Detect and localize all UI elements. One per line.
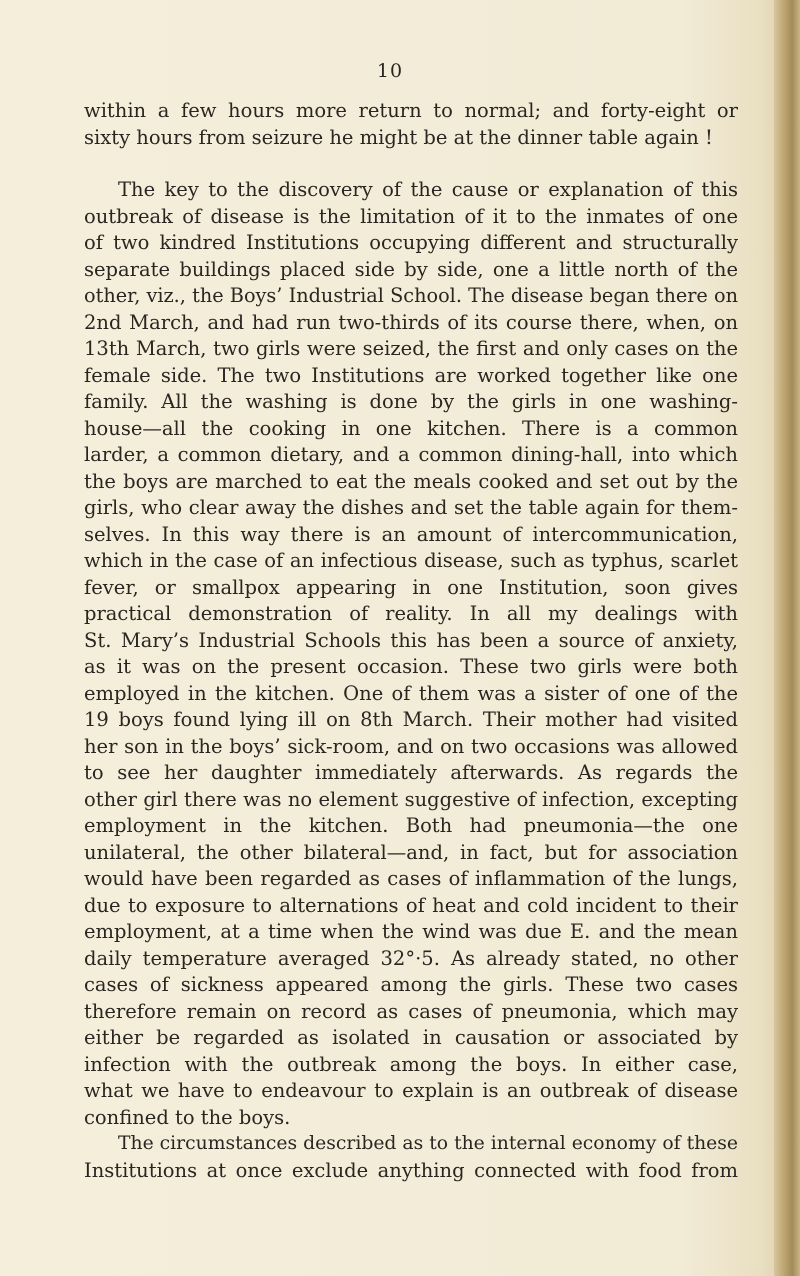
text-line: house—all the cooking in one kitchen. There is a common — [84, 416, 738, 440]
text-line: which in the case of an infectious disease, such as typhus, scarlet — [84, 549, 738, 572]
text-line: Institutions at once exclude anything connected with food from — [84, 1158, 738, 1182]
text-line: employed in the kitchen. One of them was a sister of one of the — [84, 681, 738, 705]
text-line: unilateral, the other bilateral—and, in fact, but for association — [84, 840, 738, 864]
text-line: separate buildings placed side by side, one a little north of the — [84, 257, 738, 281]
page-number: 10 — [376, 60, 404, 82]
text-line: within a few hours more return to normal; and forty-eight or — [84, 99, 738, 122]
text-line: outbreak of disease is the limitation of it to the inmates of one — [84, 204, 738, 228]
text-line: fever, or smallpox appearing in one Institution, soon gives — [84, 575, 738, 599]
text-line: daily temperature averaged 32°·5. As already stated, no other — [84, 946, 738, 970]
text-line: other, viz., the Boys’ Industrial School. The disease began there on — [84, 284, 738, 307]
text-line: The key to the discovery of the cause or explanation of this — [118, 178, 738, 201]
text-line: what we have to endeavour to explain is an outbreak of disease — [84, 1079, 738, 1102]
text-line: St. Mary’s Industrial Schools this has been a source of anxiety, — [84, 628, 738, 652]
text-line: would have been regarded as cases of inflammation of the lungs, — [84, 867, 738, 890]
text-line: either be regarded as isolated in causation or associated by — [84, 1026, 738, 1049]
text-line: employment, at a time when the wind was due E. and the mean — [84, 920, 738, 943]
text-line: the boys are marched to eat the meals cooked and set out by the — [84, 469, 738, 493]
text-line: The circumstances described as to the internal economy of these — [118, 1133, 738, 1154]
text-line: practical demonstration of reality. In all my dealings with — [84, 602, 738, 625]
paragraph-3 — [84, 1131, 738, 1184]
text-line: family. All the washing is done by the girls in one washing- — [84, 390, 738, 413]
text-line: 13th March, two girls were seized, the first and only cases on the — [84, 337, 738, 360]
text-line: selves. In this way there is an amount of intercommunication, — [84, 522, 738, 546]
text-line: therefore remain on record as cases of pneumonia, which may — [84, 999, 738, 1023]
text-line: 2nd March, and had run two-thirds of its course there, when, on — [84, 310, 738, 334]
text-line: due to exposure to alternations of heat and cold incident to their — [84, 893, 738, 917]
text-line: her son in the boys’ sick-room, and on two occasions was allowed — [84, 734, 738, 758]
text-line: cases of sickness appeared among the girls. These two cases — [84, 973, 738, 996]
text-line: to see her daughter immediately afterwards. As regards the — [84, 761, 738, 784]
text-line: confined to the boys. — [84, 1105, 291, 1129]
text-line: larder, a common dietary, and a common dining-hall, into which — [84, 443, 738, 466]
text-line: other girl there was no element suggestive of infection, excepting — [84, 787, 738, 811]
text-line: as it was on the present occasion. These two girls were both — [84, 655, 738, 678]
text-line: 19 boys found lying ill on 8th March. Their mother had visited — [84, 708, 738, 731]
text-line: sixty hours from seizure he might be at the dinner table again ! — [84, 125, 713, 149]
text-line: female side. The two Institutions are worked together like one — [84, 363, 738, 387]
text-line: employment in the kitchen. Both had pneumonia—the one — [84, 814, 738, 837]
paragraph-1 — [84, 98, 738, 151]
text-line: infection with the outbreak among the boys. In either case, — [84, 1052, 738, 1076]
page-edge-shadow — [774, 0, 800, 1276]
paragraph-2 — [84, 177, 738, 1131]
text-line: girls, who clear away the dishes and set the table again for them- — [84, 496, 738, 519]
text-line: of two kindred Institutions occupying different and structurally — [84, 231, 738, 254]
